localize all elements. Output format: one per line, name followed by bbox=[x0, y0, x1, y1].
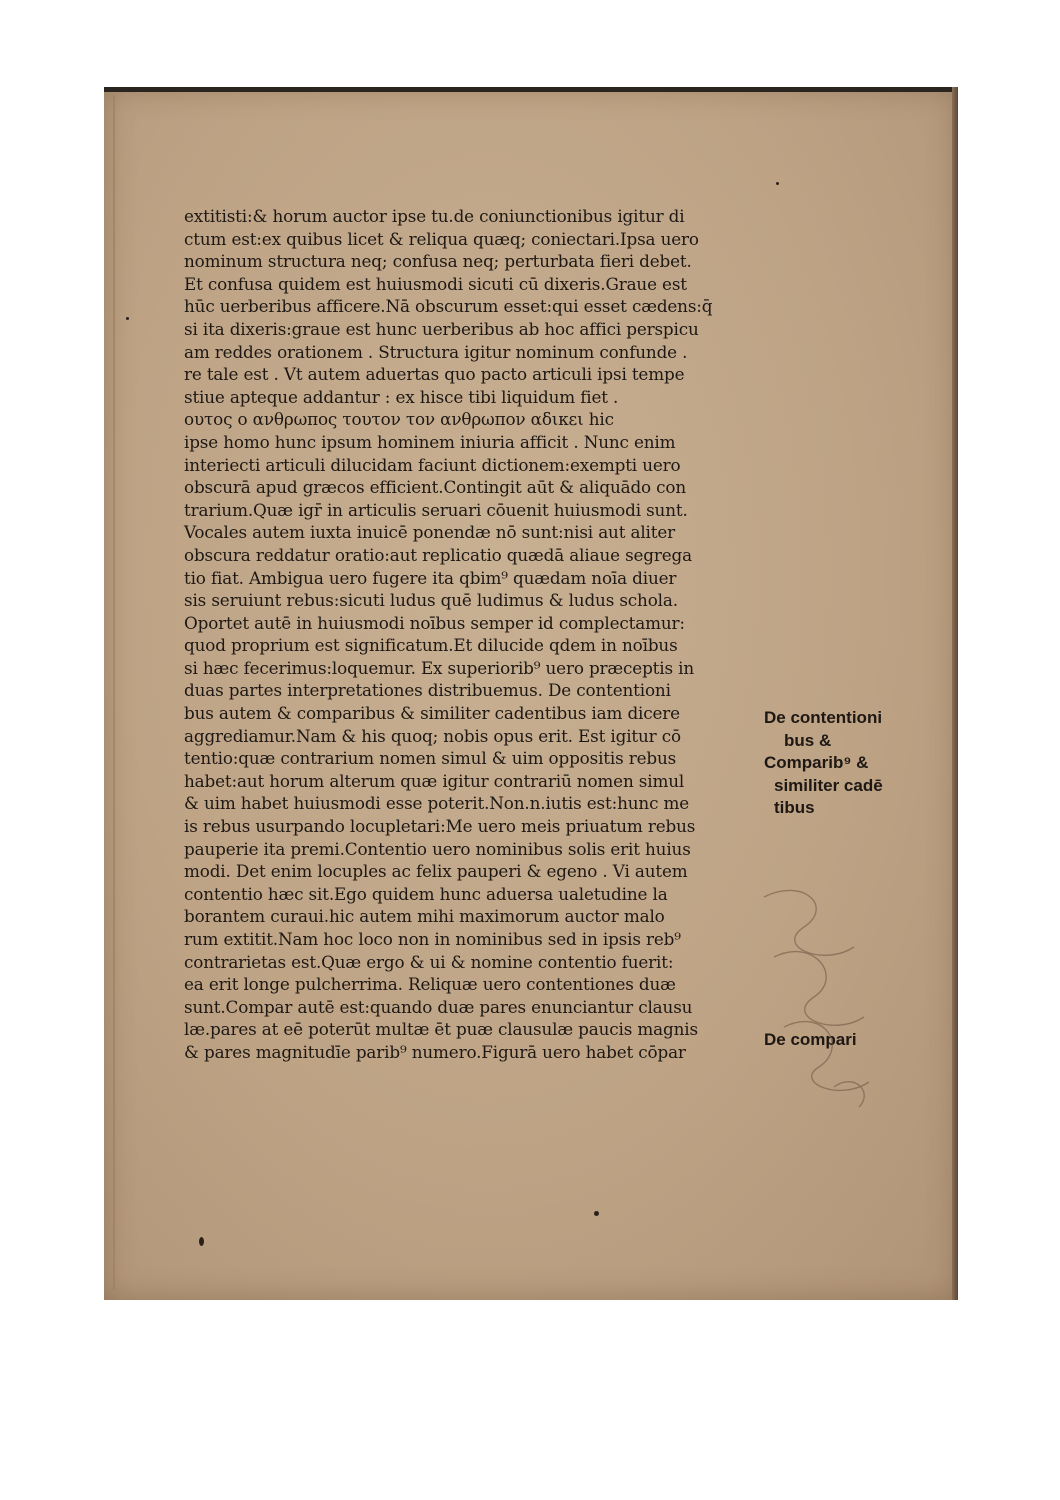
text-line: stiue apteque addantur : ex hisce tibi liquidum fiet . bbox=[184, 386, 619, 407]
margin-note-contentionibus bbox=[764, 707, 883, 820]
text-line: contrarietas est.Quæ ergo & ui & nomine contentio fuerit: bbox=[184, 951, 674, 972]
margin-note-line: tibus bbox=[774, 798, 815, 817]
margin-note-line: bus & bbox=[784, 730, 832, 750]
text-line: tio fiat. Ambigua uero fugere ita qbim⁹ quædam noīa diuer bbox=[184, 567, 677, 588]
text-line: borantem curaui.hic autem mihi maximorum auctor malo bbox=[184, 906, 665, 927]
scanned-page bbox=[104, 87, 958, 1300]
text-line: trarium.Quæ igr̄ in articulis seruari cōuenit huiusmodi sunt. bbox=[184, 499, 688, 520]
ornament-watermark bbox=[744, 877, 884, 1117]
text-line: Vocales autem iuxta inuicē ponendæ nō sunt:nisi aut aliter bbox=[184, 522, 676, 543]
text-line: interiecti articuli dilucidam faciunt dictionem:exempti uero bbox=[184, 454, 681, 475]
text-line: ctum est:ex quibus licet & reliqua quæq; coniectari.Ipsa uero bbox=[184, 228, 699, 249]
text-line: extitisti:& horum auctor ipse tu.de coniunctionibus igitur di bbox=[184, 206, 685, 226]
text-line: ea erit longe pulcherrima. Reliquæ uero contentiones duæ bbox=[184, 974, 676, 995]
text-line: pauperie ita premi.Contentio uero nominibus solis erit huius bbox=[184, 838, 691, 859]
margin-note-line: De contentioni bbox=[764, 708, 883, 727]
text-line: obscura reddatur oratio:aut replicatio quædā aliaue segrega bbox=[184, 544, 693, 565]
text-line: am reddes orationem . Structura igitur nominum confunde . bbox=[184, 341, 688, 362]
text-line: contentio hæc sit.Ego quidem hunc aduersa ualetudine la bbox=[184, 883, 668, 904]
text-line: & uim habet huiusmodi esse poterit.Non.n.iutis est:hunc me bbox=[184, 793, 690, 814]
text-line: rum extitit.Nam hoc loco non in nominibus sed in ipsis reb⁹ bbox=[184, 929, 681, 949]
margin-note-line: similiter cadē bbox=[774, 775, 883, 795]
page-fold-line bbox=[113, 95, 115, 1290]
text-line: & pares magnitudīe parib⁹ numero.Figurā uero habet cōpar bbox=[184, 1041, 686, 1062]
text-line: aggrediamur.Nam & his quoq; nobis opus erit. Est igitur cō bbox=[184, 725, 681, 746]
text-line: Et confusa quidem est huiusmodi sicuti cū dixeris.Graue est bbox=[184, 273, 687, 294]
text-line: hūc uerberibus afficere.Nā obscurum esset:qui esset cædens:q̄ bbox=[184, 296, 713, 317]
ink-spot bbox=[594, 1211, 599, 1216]
text-line: quod proprium est significatum.Et dilucide qdem in noībus bbox=[184, 635, 678, 656]
text-line: bus autem & comparibus & similiter cadentibus iam dicere bbox=[184, 703, 680, 724]
text-line: habet:aut horum alterum quæ igitur contrariū nomen simul bbox=[184, 770, 685, 791]
main-text-block bbox=[184, 205, 794, 1064]
text-line: si ita dixeris:graue est hunc uerberibus ab hoc affici perspicu bbox=[184, 318, 699, 339]
greek-text-line: ουτος ο ανθρωπος τουτον τον ανθρωπον αδικει hic bbox=[184, 409, 614, 430]
text-line: sunt.Compar autē est:quando duæ pares enunciantur clausu bbox=[184, 996, 693, 1017]
text-line: re tale est . Vt autem aduertas quo pacto articuli ipsi tempe bbox=[184, 364, 685, 385]
page-top-edge bbox=[104, 87, 958, 92]
text-line: nominum structura neq; confusa neq; perturbata fieri debet. bbox=[184, 251, 692, 272]
text-line: læ.pares at eē poterūt multæ ēt puæ clausulæ paucis magnis bbox=[184, 1019, 698, 1040]
margin-note-line: De compari bbox=[764, 1030, 857, 1049]
text-line: si hæc fecerimus:loquemur. Ex superiorib⁹ uero præceptis in bbox=[184, 657, 695, 678]
text-line: duas partes interpretationes distribuemus. De contentioni bbox=[184, 680, 671, 701]
text-line: is rebus usurpando locupletari:Me uero meis priuatum rebus bbox=[184, 816, 696, 837]
text-line: ipse homo hunc ipsum hominem iniuria afficit . Nunc enim bbox=[184, 431, 676, 452]
text-line: modi. Det enim locuples ac felix pauperi & egeno . Vi autem bbox=[184, 861, 688, 882]
text-line: Oportet autē in huiusmodi noībus semper id complectamur: bbox=[184, 612, 685, 633]
page-right-edge bbox=[952, 87, 958, 1300]
ink-spot bbox=[199, 1237, 204, 1246]
text-line: sis seruiunt rebus:sicuti ludus quē ludimus & ludus schola. bbox=[184, 590, 678, 611]
text-line: tentio:quæ contrarium nomen simul & uim oppositis rebus bbox=[184, 748, 677, 769]
ink-spot bbox=[776, 182, 779, 185]
ink-spot bbox=[126, 317, 129, 320]
margin-note-line: Comparib⁹ & bbox=[764, 753, 869, 772]
text-line: obscurā apud græcos efficient.Contingit aūt & aliquādo con bbox=[184, 477, 687, 498]
